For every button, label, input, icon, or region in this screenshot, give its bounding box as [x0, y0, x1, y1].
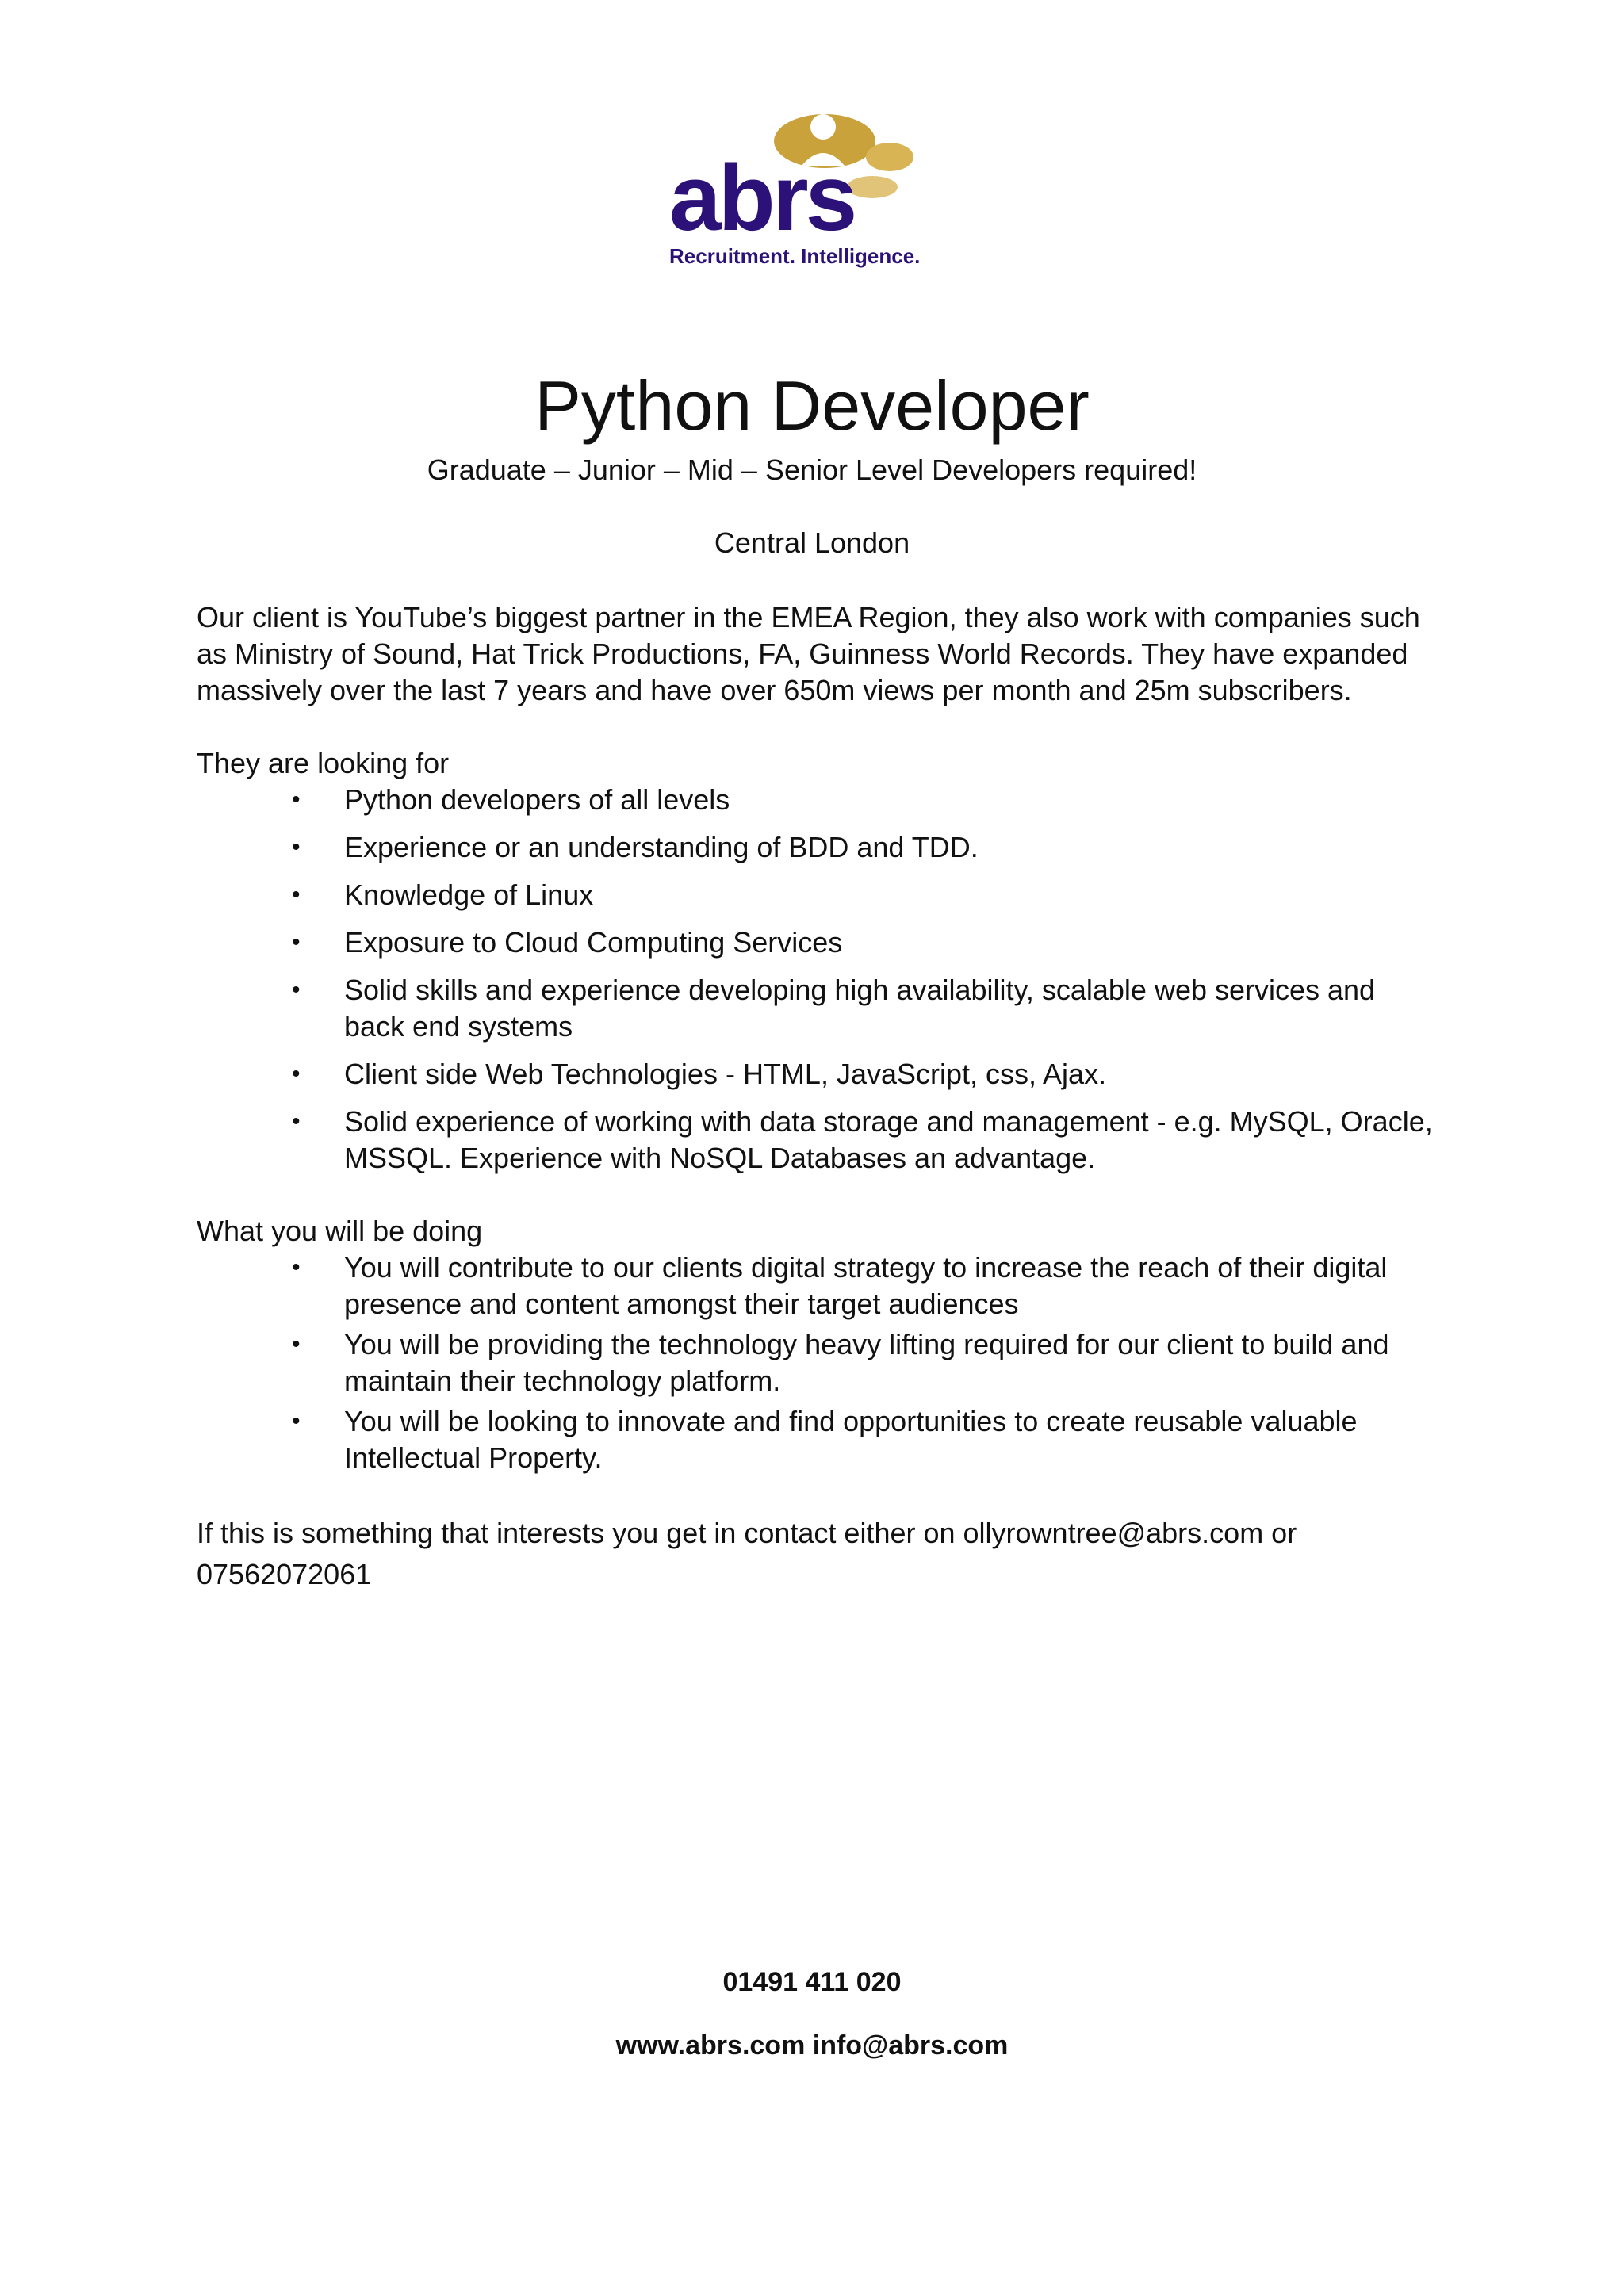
bullet-icon: •: [292, 929, 301, 955]
doing-list: [197, 1249, 1434, 1476]
job-description: [197, 599, 1434, 1595]
list-item: • Exposure to Cloud Computing Services: [197, 924, 1434, 961]
abrs-logo-people-icon: [658, 103, 975, 277]
bullet-icon: •: [292, 977, 301, 1003]
bullet-icon: •: [292, 1254, 301, 1280]
doing-heading: What you will be doing: [197, 1215, 483, 1247]
looking-for-list: [197, 782, 1434, 1177]
footer-phone: 01491 411 020: [722, 1967, 902, 1997]
contact-phone: 07562072061: [197, 1558, 372, 1590]
bullet-icon: •: [292, 786, 301, 813]
list-item: • You will be providing the technology heavy lifting required for our client to build and maintain their technology platform.: [292, 1328, 1389, 1397]
list-item: • Client side Web Technologies - HTML, JavaScript, css, Ajax.: [197, 1056, 1434, 1093]
footer-web: www.abrs.com info@abrs.com: [615, 2030, 1009, 2061]
looking-for-heading: They are looking for: [197, 747, 450, 779]
logo-tagline: Recruitment. Intelligence.: [669, 244, 921, 268]
list-item: • Solid skills and experience developing high availability, scalable web services and back end systems: [292, 974, 1376, 1043]
bullet-icon: •: [292, 1408, 301, 1434]
bullet-icon: •: [292, 834, 301, 860]
logo-wordmark: abrs: [669, 146, 855, 251]
job-location: Central London: [714, 526, 910, 559]
bullet-icon: •: [292, 1061, 301, 1087]
intro-paragraph: Our client is YouTube’s biggest partner in the EMEA Region, they also work with companies such as Ministry of Sound, Hat Trick Productions, FA, Guinness World Records. They have expanded massively over the last 7 years and have over 650m views per month and 25m subscribers.: [197, 601, 1420, 706]
list-item: • You will contribute to our clients digital strategy to increase the reach of their digital presence and content amongst their target audiences: [292, 1251, 1388, 1320]
bullet-icon: •: [292, 1108, 301, 1135]
list-item: • Experience or an understanding of BDD and TDD.: [197, 829, 1434, 866]
contact-text: If this is something that interests you get in contact either on ollyrowntree@abrs.com or: [197, 1517, 1297, 1549]
company-logo: [658, 103, 975, 277]
list-item: • Knowledge of Linux: [197, 877, 1434, 913]
list-item: • Python developers of all levels: [197, 782, 1434, 818]
list-item: • You will be looking to innovate and find opportunities to create reusable valuable Intellectual Property.: [292, 1405, 1358, 1474]
list-item: • Solid experience of working with data storage and management - e.g. MySQL, Oracle, MSSQL. Experience with NoSQL Databases an advantage.: [292, 1105, 1433, 1174]
bullet-icon: •: [292, 1331, 301, 1357]
bullet-icon: •: [292, 882, 301, 908]
page-subtitle: Graduate – Junior – Mid – Senior Level Developers required!: [427, 453, 1197, 486]
page-title: Python Developer: [534, 366, 1090, 445]
